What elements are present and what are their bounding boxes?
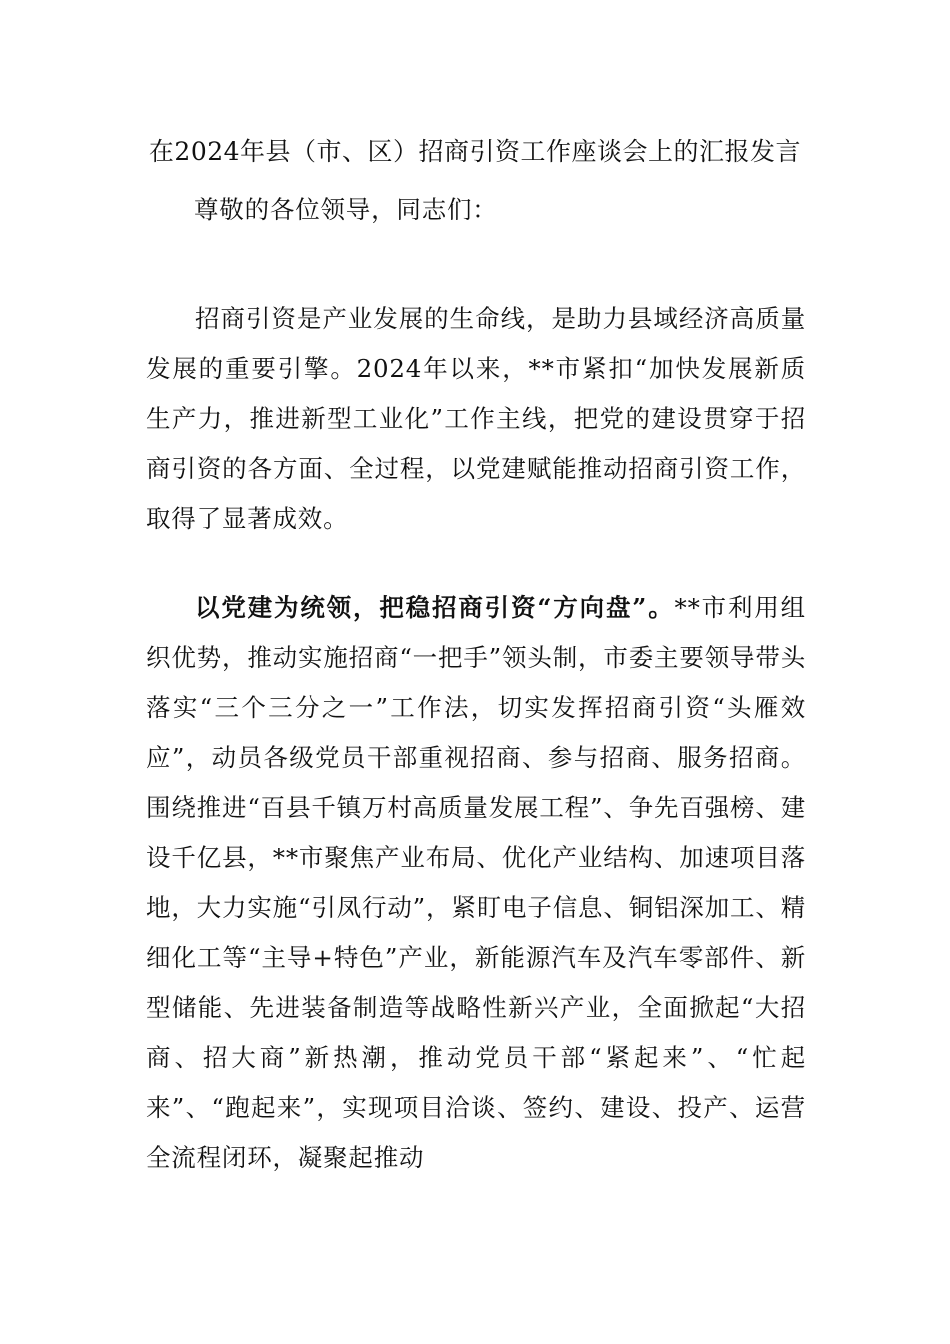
document-title: 在2024年县（市、区）招商引资工作座谈会上的汇报发言 (148, 137, 802, 166)
greeting: 尊敬的各位领导，同志们： (194, 195, 498, 224)
paragraph-1-text: 招商引资是产业发展的生命线，是助力县域经济高质量发展的重要引擎。2024年以来，**市紧扣“加快发展新质生产力，推进新型工业化”工作主线，把党的建设贯穿于招商引资的各方面、全过程，以党建赋能推动招商引资工作，取得了显著成效。 (146, 304, 806, 533)
paragraph-2 (146, 583, 806, 1183)
paragraph-2-lead: 以党建为统领，把稳招商引资“方向盘”。 (195, 593, 675, 622)
paragraph-1 (146, 294, 806, 544)
paragraph-2-text: **市利用组织优势，推动实施招商“一把手”领头制，市委主要领导带头落实“三个三分之一”工作法，切实发挥招商引资“头雁效应”，动员各级党员干部重视招商、参与招商、服务招商。围绕推进“百县千镇万村高质量发展工程”、争先百强榜、建设千亿县，**市聚焦产业布局、优化产业结构、加速项目落地，大力实施“引凤行动”，紧盯电子信息、铜铝深加工、精细化工等“主导+特色”产业，新能源汽车及汽车零部件、新型储能、先进装备制造等战略性新兴产业，全面掀起“大招商、招大商”新热潮，推动党员干部“紧起来”、“忙起来”、“跑起来”，实现项目洽谈、签约、建设、投产、运营全流程闭环，凝聚起推动 (146, 593, 806, 1172)
